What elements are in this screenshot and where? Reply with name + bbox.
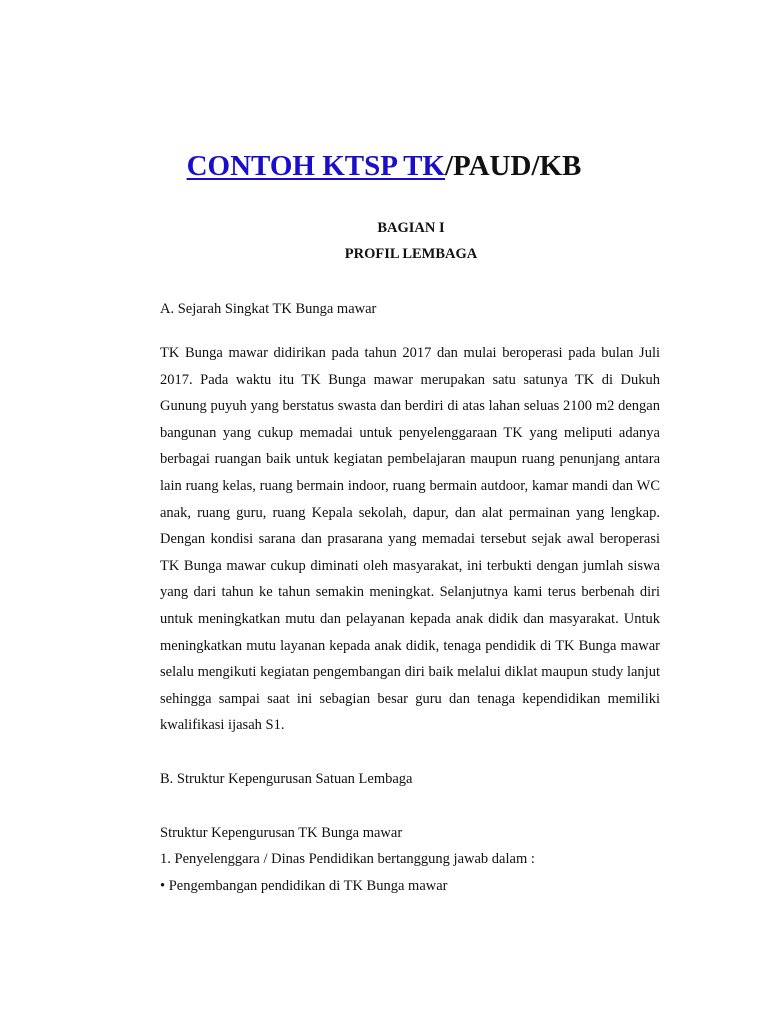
part-label: BAGIAN I — [377, 220, 445, 236]
section-a-paragraph: TK Bunga mawar didirikan pada tahun 2017 dan mulai beroperasi pada bulan Juli 2017. Pada waktu itu TK Bunga mawar merupakan satu satunya TK di Dukuh Gunung puyuh yang berstatus swasta dan berdiri di atas lahan seluas 2100 m2 dengan bangunan yang cukup memadai untuk penyelenggaraan TK yang meliputi adanya berbagai ruangan baik untuk kegiatan pembelajaran maupun ruang penunjang antara lain ruang kelas, ruang bermain indoor, ruang bermain autdoor, kamar mandi dan WC anak, ruang guru, ruang Kepala sekolah, dapur, dan alat permainan yang lengkap. Dengan kondisi sarana dan prasarana yang memadai tersebut sejak awal beroperasi TK Bunga mawar cukup diminati oleh masyarakat, ini terbukti dengan jumlah siswa yang dari tahun ke tahun semakin meningkat. Selanjutnya kami terus berbenah diri untuk meningkatkan mutu dan pelayanan kepada anak didik dan masyarakat. Untuk meningkatkan mutu layanan kepada anak didik, tenaga pendidik di TK Bunga mawar selalu mengikuti kegiatan pengembangan diri baik melalui diklat maupun study lanjut sehingga sampai saat ini sebagian besar guru dan tenaga kependidikan memiliki kwalifikasi ijasah S1. — [160, 345, 660, 734]
section-b-heading: B. Struktur Kepengurusan Satuan Lembaga — [160, 771, 413, 787]
section-a-heading: A. Sejarah Singkat TK Bunga mawar — [160, 301, 377, 317]
title-suffix: /PAUD/KB — [445, 150, 582, 182]
part-title: PROFIL LEMBAGA — [344, 246, 478, 262]
structure-title: Struktur Kepengurusan TK Bunga mawar — [160, 825, 403, 841]
title-link[interactable]: CONTOH KTSP TK — [186, 150, 445, 182]
structure-bullet-1: • Pengembangan pendidikan di TK Bunga mawar — [160, 878, 448, 894]
structure-item-1: 1. Penyelenggara / Dinas Pendidikan bertanggung jawab dalam : — [160, 851, 535, 867]
document-title — [0, 146, 768, 186]
